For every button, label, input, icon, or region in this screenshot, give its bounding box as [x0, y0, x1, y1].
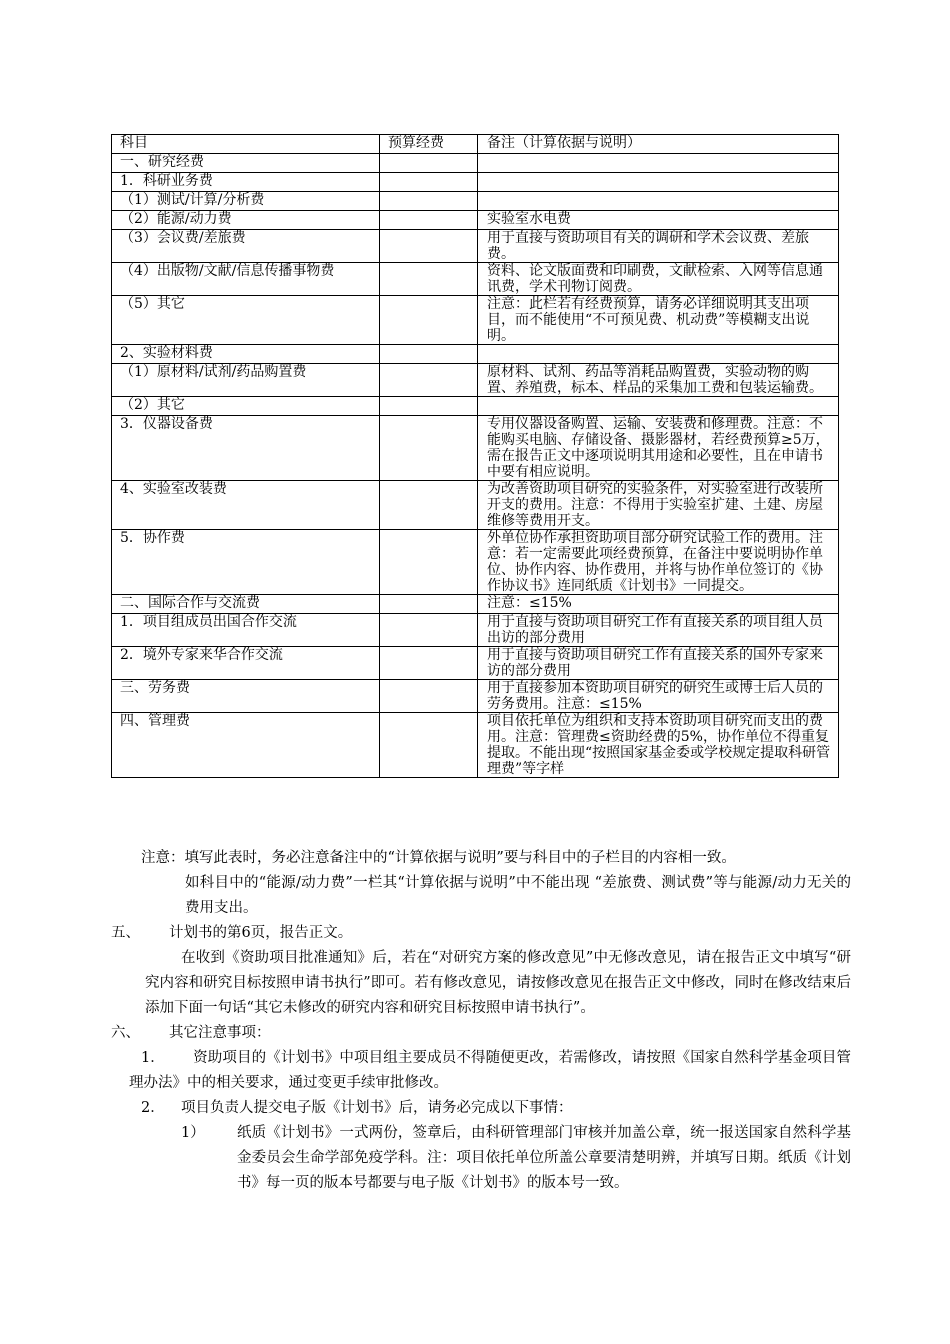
row-budget-cell — [380, 173, 478, 192]
table-row — [112, 680, 839, 713]
row-remarks-cell: 项目依托单位为组织和支持本资助项目研究而支出的费用。注意：管理费≤资助经费的5%，协作单位不得重复提取。不能出现“按照国家基金委或学校规定提取科研管理费”等字样 — [478, 713, 839, 778]
row-budget-cell — [380, 364, 478, 397]
item-one-text: 资助项目的《计划书》中项目组主要成员不得随便更改，若需修改，请按照《国家自然科学基金项目管理办法》中的相关要求，通过变更手续审批修改。 — [129, 1050, 851, 1091]
row-budget-cell — [380, 530, 478, 595]
row-subject-cell: 三、劳务费 — [112, 680, 380, 713]
sub-item-one — [111, 1121, 851, 1196]
section-six-title: 其它注意事项： — [169, 1025, 271, 1041]
row-subject-cell: 1．项目组成员出国合作交流 — [112, 614, 380, 647]
row-subject-cell: （5）其它 — [112, 296, 380, 345]
section-five-heading — [111, 921, 851, 946]
row-budget-cell — [380, 345, 478, 364]
row-remarks-cell: 用于直接与资助项目有关的调研和学术会议费、差旅费。 — [478, 230, 839, 263]
row-subject-cell: 4、实验室改装费 — [112, 481, 380, 530]
item-two — [111, 1096, 851, 1121]
item-one-number: 1． — [141, 1050, 165, 1066]
table-row — [112, 481, 839, 530]
table-row — [112, 296, 839, 345]
note-continuation: 如科目中的“能源/动力费”一栏其“计算依据与说明”中不能出现 “差旅费、测试费”等与能源/动力无关的费用支出。 — [185, 875, 851, 916]
row-subject-cell: （1）原材料/试剂/药品购置费 — [112, 364, 380, 397]
row-subject-cell: 二、国际合作与交流费 — [112, 595, 380, 614]
row-remarks-cell — [478, 345, 839, 364]
header-budget: 预算经费 — [380, 135, 478, 154]
table-row — [112, 364, 839, 397]
row-budget-cell — [380, 647, 478, 680]
note-first-line: 注意：填写此表时，务必注意备注中的“计算依据与说明”要与科目中的子栏目的内容相一致。 — [141, 850, 736, 866]
section-five-title: 计划书的第6页，报告正文。 — [169, 925, 353, 941]
table-row — [112, 397, 839, 416]
row-remarks-cell: 注意：≤15% — [478, 595, 839, 614]
table-header-row — [112, 135, 839, 154]
row-remarks-cell: 专用仪器设备购置、运输、安装费和修理费。注意：不能购买电脑、存储设备、摄影器材，若经费预算≥5万，需在报告正文中逐项说明其用途和必要性，且在申请书中要有相应说明。 — [478, 416, 839, 481]
row-remarks-cell — [478, 397, 839, 416]
section-five-paragraph: 在收到《资助项目批准通知》后，若在“对研究方案的修改意见”中无修改意见，请在报告正文中填写“研究内容和研究目标按照申请书执行”即可。若有修改意见，请按修改意见在报告正文中修改，同时在修改结束后添加下面一句话“其它未修改的研究内容和研究目标按照申请书执行”。 — [145, 950, 851, 1016]
section-six-number: 六、 — [111, 1025, 140, 1041]
row-remarks-cell: 注意：此栏若有经费预算，请务必详细说明其支出项目，而不能使用“不可预见费、机动费”等模糊支出说明。 — [478, 296, 839, 345]
row-subject-cell: 一、研究经费 — [112, 154, 380, 173]
row-budget-cell — [380, 154, 478, 173]
row-budget-cell — [380, 211, 478, 230]
row-budget-cell — [380, 296, 478, 345]
budget-table — [111, 134, 839, 778]
row-subject-cell: （4）出版物/文献/信息传播事物费 — [112, 263, 380, 296]
notes-section — [111, 846, 851, 1196]
row-budget-cell — [380, 230, 478, 263]
item-two-text: 项目负责人提交电子版《计划书》后，请务必完成以下事情： — [181, 1100, 573, 1116]
item-two-number: 2． — [141, 1100, 165, 1116]
row-subject-cell: （1）测试/计算/分析费 — [112, 192, 380, 211]
table-row — [112, 263, 839, 296]
row-remarks-cell: 外单位协作承担资助项目部分研究试验工作的费用。注意：若一定需要此项经费预算，在备注中要说明协作单位、协作内容、协作费用，并将与协作单位签订的《协作协议书》连同纸质《计划书》一同提交。 — [478, 530, 839, 595]
item-one — [111, 1046, 851, 1096]
row-remarks-cell: 用于直接参加本资助项目研究的研究生或博士后人员的劳务费用。注意：≤15% — [478, 680, 839, 713]
table-row — [112, 713, 839, 778]
header-remarks: 备注（计算依据与说明） — [478, 135, 839, 154]
row-subject-cell: （2）能源/动力费 — [112, 211, 380, 230]
row-subject-cell: （3）会议费/差旅费 — [112, 230, 380, 263]
row-remarks-cell — [478, 154, 839, 173]
row-subject-cell: 2、实验材料费 — [112, 345, 380, 364]
section-five-number: 五、 — [111, 925, 140, 941]
row-subject-cell: 5．协作费 — [112, 530, 380, 595]
sub-item-one-text: 纸质《计划书》一式两份，签章后，由科研管理部门审核并加盖公章，统一报送国家自然科学基金委员会生命学部免疫学科。注：项目依托单位所盖公章要清楚明辨，并填写日期。纸质《计划书》每一页的版本号都要与电子版《计划书》的版本号一致。 — [237, 1125, 851, 1191]
header-subject: 科目 — [112, 135, 380, 154]
row-budget-cell — [380, 614, 478, 647]
row-subject-cell: 四、管理费 — [112, 713, 380, 778]
row-budget-cell — [380, 595, 478, 614]
row-remarks-cell: 用于直接与资助项目研究工作有直接关系的项目组人员出访的部分费用 — [478, 614, 839, 647]
table-row — [112, 614, 839, 647]
row-subject-cell: 1．科研业务费 — [112, 173, 380, 192]
row-remarks-cell: 原材料、试剂、药品等消耗品购置费，实验动物的购置、养殖费，标本、样品的采集加工费和包装运输费。 — [478, 364, 839, 397]
row-subject-cell: 3．仪器设备费 — [112, 416, 380, 481]
table-row — [112, 173, 839, 192]
table-row — [112, 416, 839, 481]
table-row — [112, 345, 839, 364]
row-subject-cell: 2．境外专家来华合作交流 — [112, 647, 380, 680]
row-budget-cell — [380, 397, 478, 416]
row-budget-cell — [380, 481, 478, 530]
row-remarks-cell — [478, 173, 839, 192]
budget-table-body — [112, 154, 839, 778]
row-budget-cell — [380, 713, 478, 778]
row-remarks-cell: 资料、论文版面费和印刷费，文献检索、入网等信息通讯费，学术刊物订阅费。 — [478, 263, 839, 296]
row-remarks-cell — [478, 192, 839, 211]
row-remarks-cell: 实验室水电费 — [478, 211, 839, 230]
table-row — [112, 530, 839, 595]
table-row — [112, 647, 839, 680]
row-remarks-cell: 用于直接与资助项目研究工作有直接关系的国外专家来访的部分费用 — [478, 647, 839, 680]
table-row — [112, 230, 839, 263]
row-budget-cell — [380, 192, 478, 211]
row-budget-cell — [380, 680, 478, 713]
row-subject-cell: （2）其它 — [112, 397, 380, 416]
sub-item-one-number: 1） — [181, 1125, 205, 1141]
table-row — [112, 211, 839, 230]
row-budget-cell — [380, 263, 478, 296]
row-budget-cell — [380, 416, 478, 481]
table-row — [112, 192, 839, 211]
row-remarks-cell: 为改善资助项目研究的实验条件，对实验室进行改装所开支的费用。注意：不得用于实验室扩建、土建、房屋维修等费用开支。 — [478, 481, 839, 530]
table-row — [112, 595, 839, 614]
section-six-heading — [111, 1021, 851, 1046]
table-row — [112, 154, 839, 173]
